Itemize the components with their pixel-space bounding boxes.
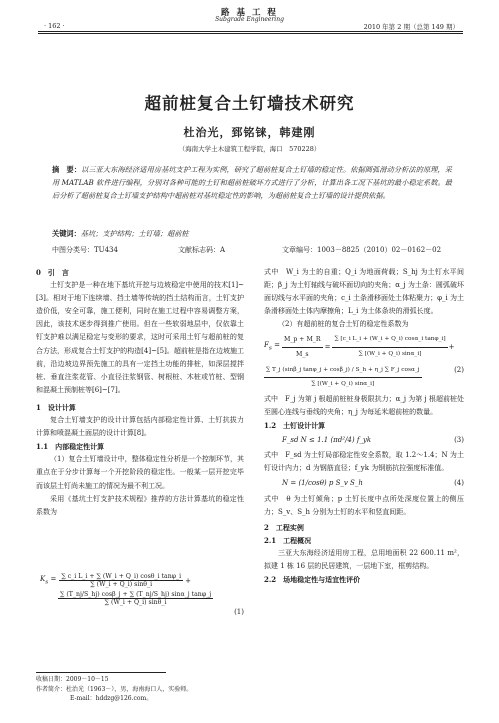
overview-paragraph: 三亚大东海经济适用房工程，总用地面积 22 600.11 m²，拟建 1 栋 16 层的民居建筑，一层地下室，框剪结构。 xyxy=(264,548,464,570)
eq1-lhs-sub: s xyxy=(45,579,49,586)
document-code: 文献标志码：A xyxy=(178,246,226,254)
eq1-variables: 式中 W_i 为土的自重；Q_i 为地面荷载；S_hj 为土钉水平间距；β_j 为土钉轴线与破坏面切向的夹角；α_j 为土条：圆弧破坏面切线与水平面的夹角；c_i 土条滑移面处土体粘聚力；φ_i 为土条滑移面处土体内摩擦角；L_i 为土体条块的滑弧长度。 xyxy=(264,268,464,316)
left-column xyxy=(36,266,244,519)
eq1-lhs: K xyxy=(40,575,46,584)
stability-paragraph-2: 采用《基坑土钉支护技术规程》推荐的方法计算基坑的稳定性系数为 xyxy=(36,494,244,516)
eq4-body: N = (1/cosθ) p S_v S_h xyxy=(282,479,363,488)
subsection-heading-site: 2.2 场地稳定性与适宜性评价 xyxy=(264,575,361,585)
section-heading-design: 1 设计计算 xyxy=(36,402,76,412)
eq1-term2-numerator: ∑ (T_nj/S_hj) cosβ_j + ∑ (T_nj/S_hj) sinα_j tanφ_j xyxy=(60,591,212,598)
footnote xyxy=(36,675,246,704)
intro-paragraph: 土钉支护是一种在地下基坑开挖与边坡稳定中使用的技术[1]~[3]。相对于地下连续墙、挡土墙等传统的挡土结构而言，土钉支护造价低，安全可靠，施工便利，同时在施工过程中容易调整方案，因此，该技术逐步得到推广使用。但在一些软弱地层中，仅依靠土钉支护难以满足稳定与变形的要求，这时可采用土钉与超前桩的复合方法，形成复合土钉支护的构造[4]~[5]。超前桩是指在边坡施工前，沿边坡边界预先施工的具有一定挡土功能的排桩，如深层搅拌桩、垂直注浆花管、小直径注浆钢管、树根桩、木桩或竹桩、型钢和混凝土预制桩等[6]~[7]。 xyxy=(36,281,244,394)
eq2-a-denominator: M_s xyxy=(295,350,309,358)
equation-2: $F_s$ = $\frac{M\_p + M\_R}{M\_s}$ = $\frac{\text{∑ [c\_i L\_i + (W\_i + Q\_i) cosα\_i tanφ\_i]}}{\sum [(W\_i + Q\_i) \sin\alpha\_i]}$ + $\frac{\text{∑ T\_j (sinβ\_j tanφ\_j + cosβ\_j) / S\_h + η\_j ∑ F\_j cosα\_j}}{\sum [(W\_i + Q\_i) \sin\alpha\_i]}$ (2) xyxy=(264,333,464,390)
stability-paragraph-1: （1）复合土钉墙设计中，整体稳定性分析是一个控制环节，其重点在于分步计算每一个开挖阶段的稳定性。一般某一层开挖完毕而该层土钉尚未施工的情况为最不利工况。 xyxy=(36,455,244,490)
right-column xyxy=(264,266,464,586)
eq4-variables: 式中 θ 为土钉倾角；p 土钉长度中点所处深度位置上的侧压力；S_v、S_h 分别为土钉的水平和竖直间距。 xyxy=(264,494,464,516)
affiliation: （海南大学土木建筑工程学院，海口 570228） xyxy=(178,145,321,153)
section-heading-intro: 0 引 言 xyxy=(36,268,69,277)
header-rule xyxy=(38,31,463,32)
article-number: 文章编号：1003－8825（2010）02－0162－02 xyxy=(282,246,442,254)
equation-1: $K_s$ = $\frac{\text{∑ c\_i L\_i + ∑ (W\_i + Q\_i) cosθ\_i tanφ\_i}}{\sum (W\_i + Q\_i) \sin\theta\_i}$ + $\frac{\text{∑ (T\_nj/S\_hj) cosβ\_j + ∑ (T\_nj/S\_hj) sinα\_j tanφ\_j}}{\sum (W\_i + Q\_i) \sin\theta\_i}$ (1) xyxy=(40,573,244,616)
authors: 杜治光，郅铭铼，韩建刚 xyxy=(183,126,316,139)
eq1-term1-numerator: ∑ c_i L_i + ∑ (W_i + Q_i) cosθ_i tanφ_i xyxy=(61,573,182,580)
journal-name-en: Subgrade Engineering xyxy=(215,16,284,23)
author-bio: 作者简介：杜治光（1963－），男，海南海口人，实验师。 xyxy=(36,685,193,693)
footnote-rule xyxy=(36,672,166,673)
section-heading-case: 2 工程实例 xyxy=(264,522,304,532)
composite-intro: （2）有超前桩的复合土钉的稳定性系数为 xyxy=(278,320,409,329)
clc-number: 中图分类号：TU434 xyxy=(52,246,118,254)
eq2-b-numerator: ∑ [c_i L_i + (W_i + Q_i) cosα_i tanφ_i] xyxy=(332,333,447,347)
header-rule-thin xyxy=(38,33,463,34)
eq1-number: (1) xyxy=(234,608,244,616)
abstract-label: 摘 要： xyxy=(52,165,82,174)
subsection-heading-overview: 2.1 工程概况 xyxy=(264,535,312,545)
author-email: E-mail：hddzg@126.com。 xyxy=(70,695,153,702)
keywords-text: 基坑；支护结构；土钉墙；超前桩 xyxy=(80,229,189,238)
eq2-variables: 式中 F_j 为第 j 根超前桩桩身极限抗力；α_j 为第 j 根超前桩处至圆心连线与垂线的夹角；η_j 为每延米超前桩的数量。 xyxy=(264,394,464,416)
eq3-number: (3) xyxy=(454,436,464,445)
abstract xyxy=(52,163,452,203)
eq2-b-denominator: ∑ [(W_i + Q_i) sinα_i] xyxy=(358,350,422,357)
eq2-a-numerator: M_p + M_R xyxy=(282,333,323,347)
keywords-label: 关键词： xyxy=(52,229,81,238)
issue-info: 2010 年第 2 期（总第 149 期） xyxy=(363,23,459,31)
subsection-heading-nail: 1.2 土钉设计计算 xyxy=(264,421,326,431)
eq4-number: (4) xyxy=(454,479,464,488)
journal-name: 路 基 工 程 xyxy=(221,8,278,18)
received-date: 收稿日期：2009－10－15 xyxy=(36,676,109,683)
eq2-lhs-sub: s xyxy=(268,345,272,352)
keywords xyxy=(52,229,452,239)
subsection-heading-stability: 1.1 内部稳定性计算 xyxy=(36,442,105,452)
equation-3 xyxy=(264,434,464,447)
eq3-body: F_sd N ≤ 1.1 (πd²/4) f_yk xyxy=(282,436,372,445)
eq2-c-denominator: ∑ [(W_i + Q_i) sinα_i] xyxy=(311,380,375,387)
eq2-lhs: F xyxy=(264,340,269,349)
equation-4 xyxy=(264,477,464,490)
page-title: 超前桩复合土钉墙技术研究 xyxy=(144,94,355,113)
eq1-term2-denominator: ∑ (W_i + Q_i) sinθ_i xyxy=(104,599,167,606)
eq3-variables: 式中 F_sd 为土钉局部稳定性安全系数，取 1.2～1.4；N 为土钉设计内力；d 为钢筋直径；f_yk 为钢筋抗拉强度标准值。 xyxy=(264,451,464,473)
page-number: · 162 · xyxy=(44,22,65,30)
eq2-number: (2) xyxy=(454,365,464,374)
abstract-text: 以三亚大东海经济适用房基坑支护工程为实例，研究了超前桩复合土钉墙的稳定性。依据圆弧滑动分析法的原理，采用 MATLAB 软件进行编程，分别对各种可能的土钉和超前桩破坏方式进行了分析，计算出各工况下基坑的最小稳定系数。最后分析了超前桩复合土钉墙支护结构中超前桩对基坑稳定性的影响，为超前桩复合土钉墙的设计提供依据。 xyxy=(52,165,452,201)
eq1-term1-denominator: ∑ (W_i + Q_i) sinθ_i xyxy=(90,581,153,588)
eq2-c-numerator: ∑ T_j (sinβ_j tanφ_j + cosβ_j) / S_h + η_j ∑ F_j cosα_j xyxy=(264,364,422,378)
design-paragraph: 复合土钉墙支护的设计计算包括内部稳定性计算、土钉抗拔力计算和喷混凝土面层的设计计算[8]。 xyxy=(36,416,244,438)
